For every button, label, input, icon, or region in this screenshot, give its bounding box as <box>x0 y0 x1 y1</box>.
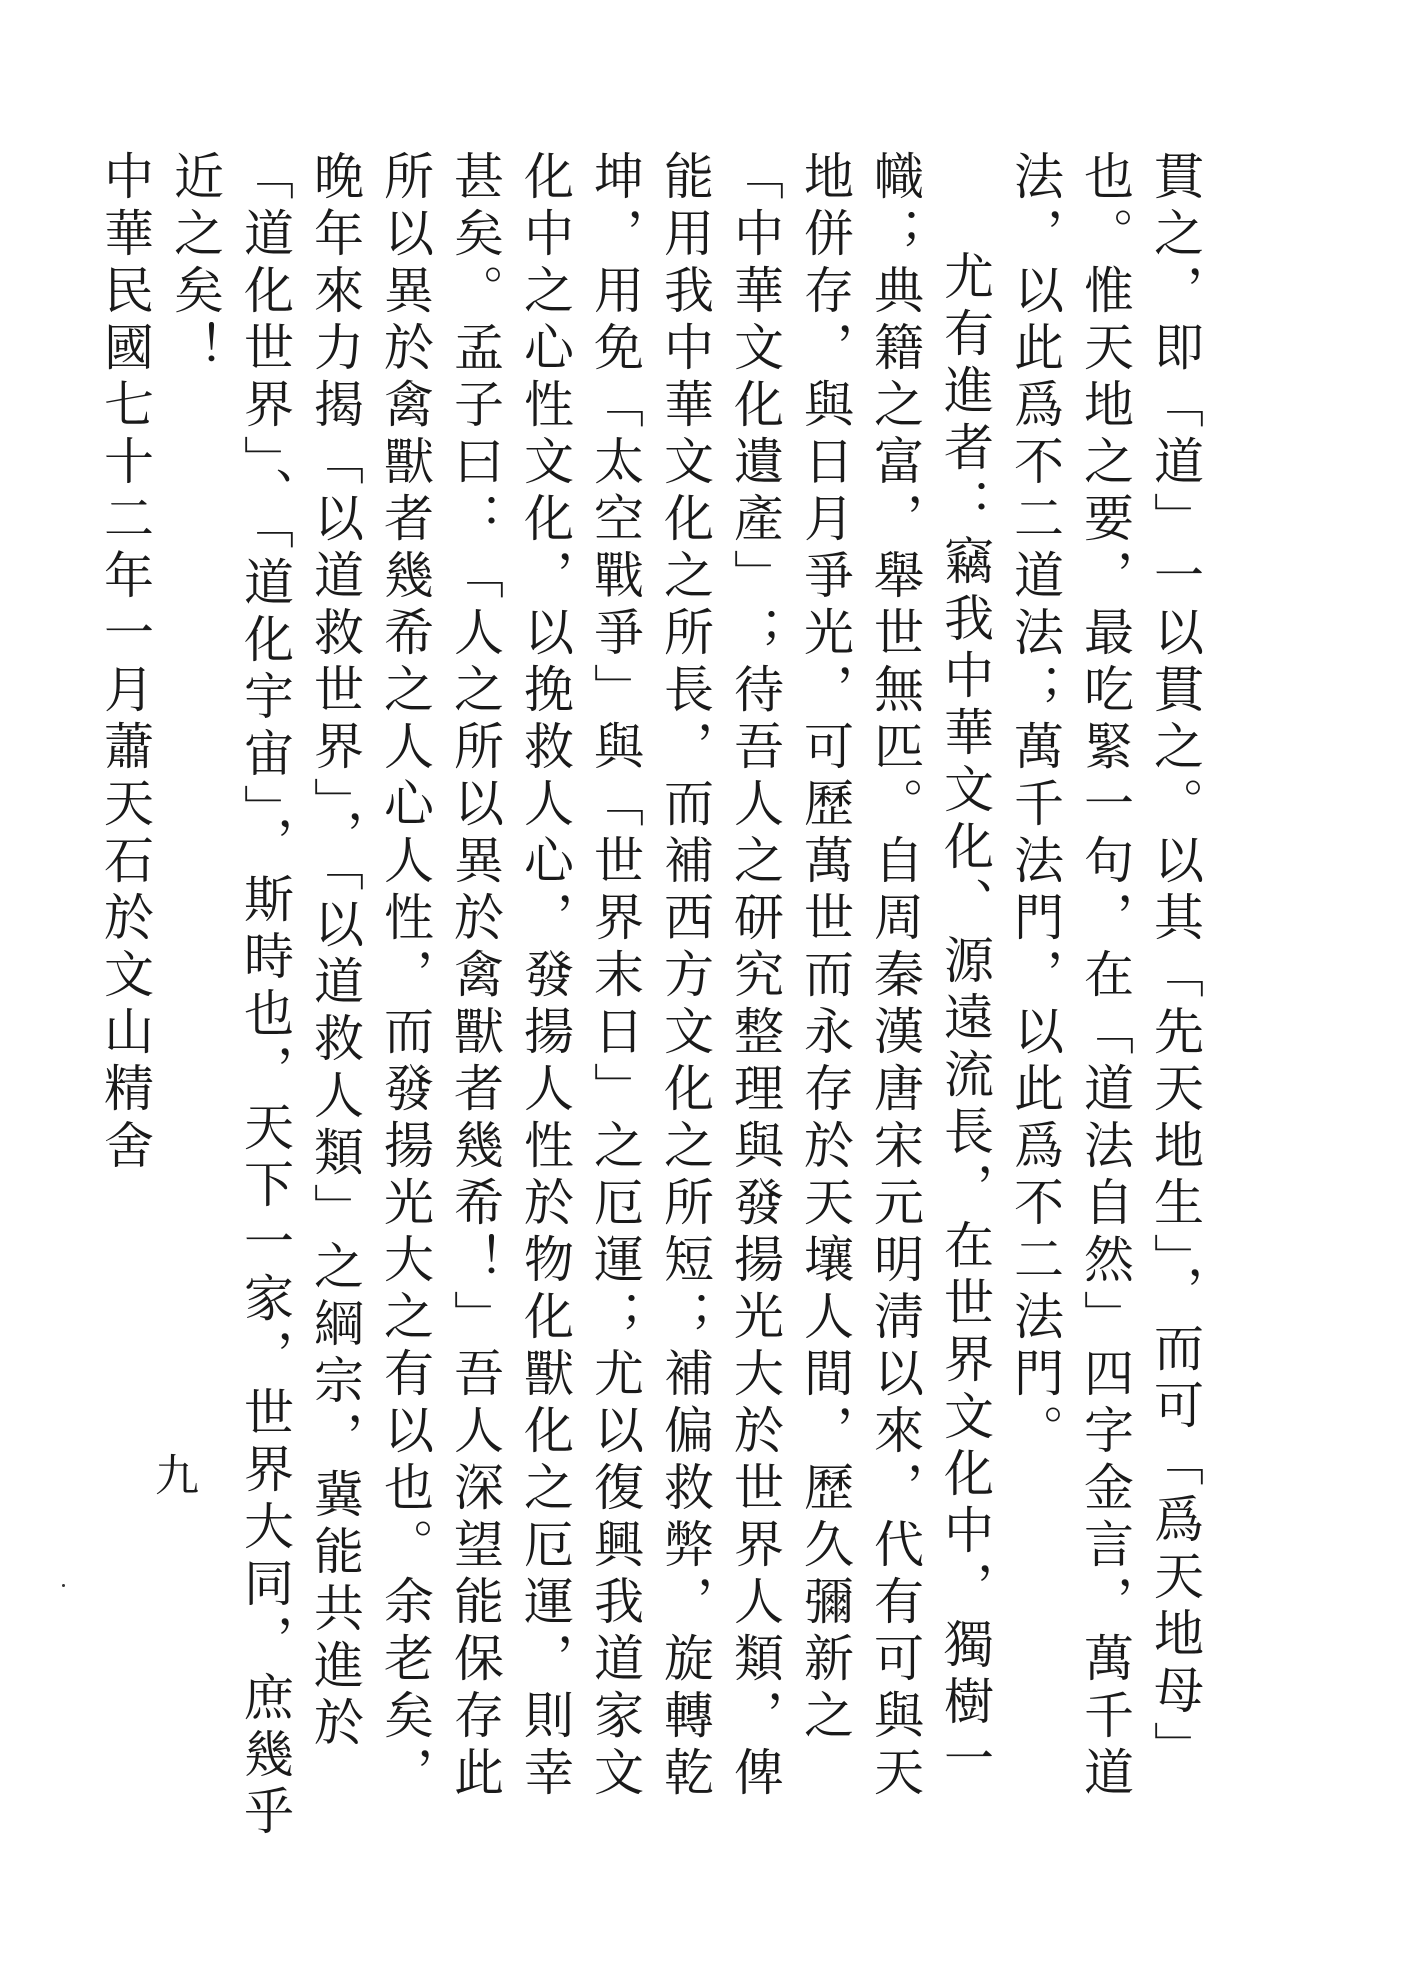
scan-speck <box>62 1584 65 1587</box>
vertical-text-block <box>90 150 1210 1850</box>
page-number: 九 <box>147 1452 198 1500</box>
signature-line: 中華民國七十二年一月蕭天石於文山精舍 <box>96 150 154 1176</box>
paragraph-2: 尤有進者：竊我中華文化、源遠流長，在世界文化中，獨樹一幟；典籍之富，舉世無匹。自周秦漢唐宋元明淸以來，代有可與天地併存，與日月爭光，可歷萬世而永存於天壤人間，歷久彌新之「中華文化遺產」；待吾人之研究整理與發揚光大於世界人類，俾能用我中華文化之所長，而補西方文化之所短；補偏救弊，旋轉乾坤，用免「太空戰爭」與「世界末日」之厄運；尤以復興我道家文化中之心性文化，以挽救人心，發揚人性於物化獸化之厄運，則幸甚矣。孟子曰：「人之所以異於禽獸者幾希！」吾人深望能保存此所以異於禽獸者幾希之人心人性，而發揚光大之有以也。余老矣，晚年來力揭「以道救世界」，「以道救人類」之綱宗，冀能共進於「道化世界」、「道化宇宙」，斯時也，天下一家，世界大同，庶幾乎近之矣！ <box>166 150 994 1842</box>
paragraph-1: 貫之，即「道」一以貫之。以其「先天地生」，而可「爲天地母」也。惟天地之要，最吃緊一句，在「道法自然」四字金言，萬千道法，以此爲不二道法；萬千法門，以此爲不二法門。 <box>1006 150 1204 1803</box>
